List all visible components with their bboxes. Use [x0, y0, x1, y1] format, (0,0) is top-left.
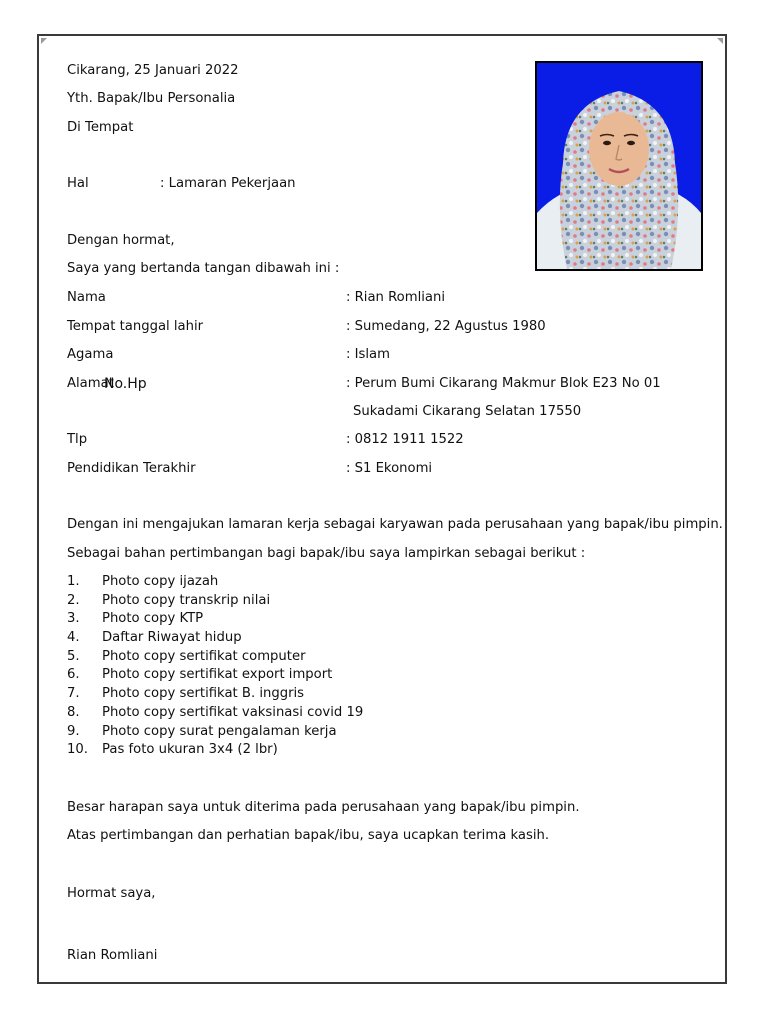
address-value-line-2: Sukadami Cikarang Selatan 17550 — [353, 404, 582, 419]
corner-mark-icon — [41, 38, 47, 44]
name-label: Nama — [67, 290, 106, 305]
letter-date: Cikarang, 25 Januari 2022 — [67, 63, 239, 78]
corner-mark-icon — [717, 38, 723, 44]
body-paragraph-2: Sebagai bahan pertimbangan bagi bapak/ibu saya lampirkan sebagai berikut : — [67, 546, 586, 561]
list-item-text: Daftar Riwayat hidup — [102, 630, 242, 646]
list-item-text: Photo copy sertifikat computer — [102, 648, 306, 664]
religion-label: Agama — [67, 347, 114, 362]
address-overlay-text: No.Hp — [104, 376, 147, 392]
phone-value: : 0812 1911 1522 — [346, 432, 464, 447]
list-item-text: Pas foto ukuran 3x4 (2 lbr) — [102, 742, 278, 758]
portrait-icon — [537, 63, 701, 269]
closing-paragraph-2: Atas pertimbangan dan perhatian bapak/ibu, saya ucapkan terima kasih. — [67, 828, 550, 843]
list-item-number: 5. — [67, 648, 80, 664]
list-item-number: 6. — [67, 667, 80, 683]
name-value: : Rian Romliani — [346, 290, 446, 305]
letter-recipient: Yth. Bapak/Ibu Personalia — [67, 91, 236, 106]
list-item-number: 3. — [67, 611, 80, 627]
religion-value: : Islam — [346, 347, 390, 362]
letter-page — [37, 34, 727, 984]
list-item-text: Photo copy ijazah — [102, 574, 219, 589]
birth-value: : Sumedang, 22 Agustus 1980 — [346, 319, 546, 334]
list-item-number: 9. — [67, 723, 80, 739]
list-item-text: Photo copy sertifikat B. inggris — [102, 686, 305, 702]
letter-place: Di Tempat — [67, 120, 134, 135]
list-item-number: 2. — [67, 592, 80, 608]
list-item-text: Photo copy sertifikat export import — [102, 667, 333, 683]
signoff: Hormat saya, — [67, 886, 156, 901]
subject-value: : Lamaran Pekerjaan — [160, 176, 296, 191]
education-label: Pendidikan Terakhir — [67, 461, 196, 476]
list-item-number: 4. — [67, 630, 80, 646]
list-item-number: 7. — [67, 686, 80, 702]
list-item-text: Photo copy surat pengalaman kerja — [102, 723, 337, 739]
greeting: Dengan hormat, — [67, 233, 175, 248]
subject-label: Hal — [67, 176, 89, 191]
list-item-text: Photo copy transkrip nilai — [102, 592, 271, 608]
phone-label: Tlp — [67, 432, 88, 447]
list-item-text: Photo copy KTP — [102, 611, 204, 627]
address-label: Alamat — [67, 376, 114, 391]
address-value-line-1: : Perum Bumi Cikarang Makmur Blok E23 No 01 — [346, 376, 661, 391]
list-item-number: 10. — [67, 742, 88, 758]
list-item-text: Photo copy sertifikat vaksinasi covid 19 — [102, 704, 364, 720]
list-item-number: 1. — [67, 574, 80, 589]
body-paragraph-1: Dengan ini mengajukan lamaran kerja sebagai karyawan pada perusahaan yang bapak/ibu pimpin. — [67, 517, 723, 532]
list-item-number: 8. — [67, 704, 80, 720]
intro-text: Saya yang bertanda tangan dibawah ini : — [67, 261, 340, 276]
birth-label: Tempat tanggal lahir — [67, 319, 204, 334]
education-value: : S1 Ekonomi — [346, 461, 433, 476]
passport-photo — [535, 61, 703, 271]
signature-name: Rian Romliani — [67, 948, 158, 963]
closing-paragraph-1: Besar harapan saya untuk diterima pada perusahaan yang bapak/ibu pimpin. — [67, 800, 580, 815]
